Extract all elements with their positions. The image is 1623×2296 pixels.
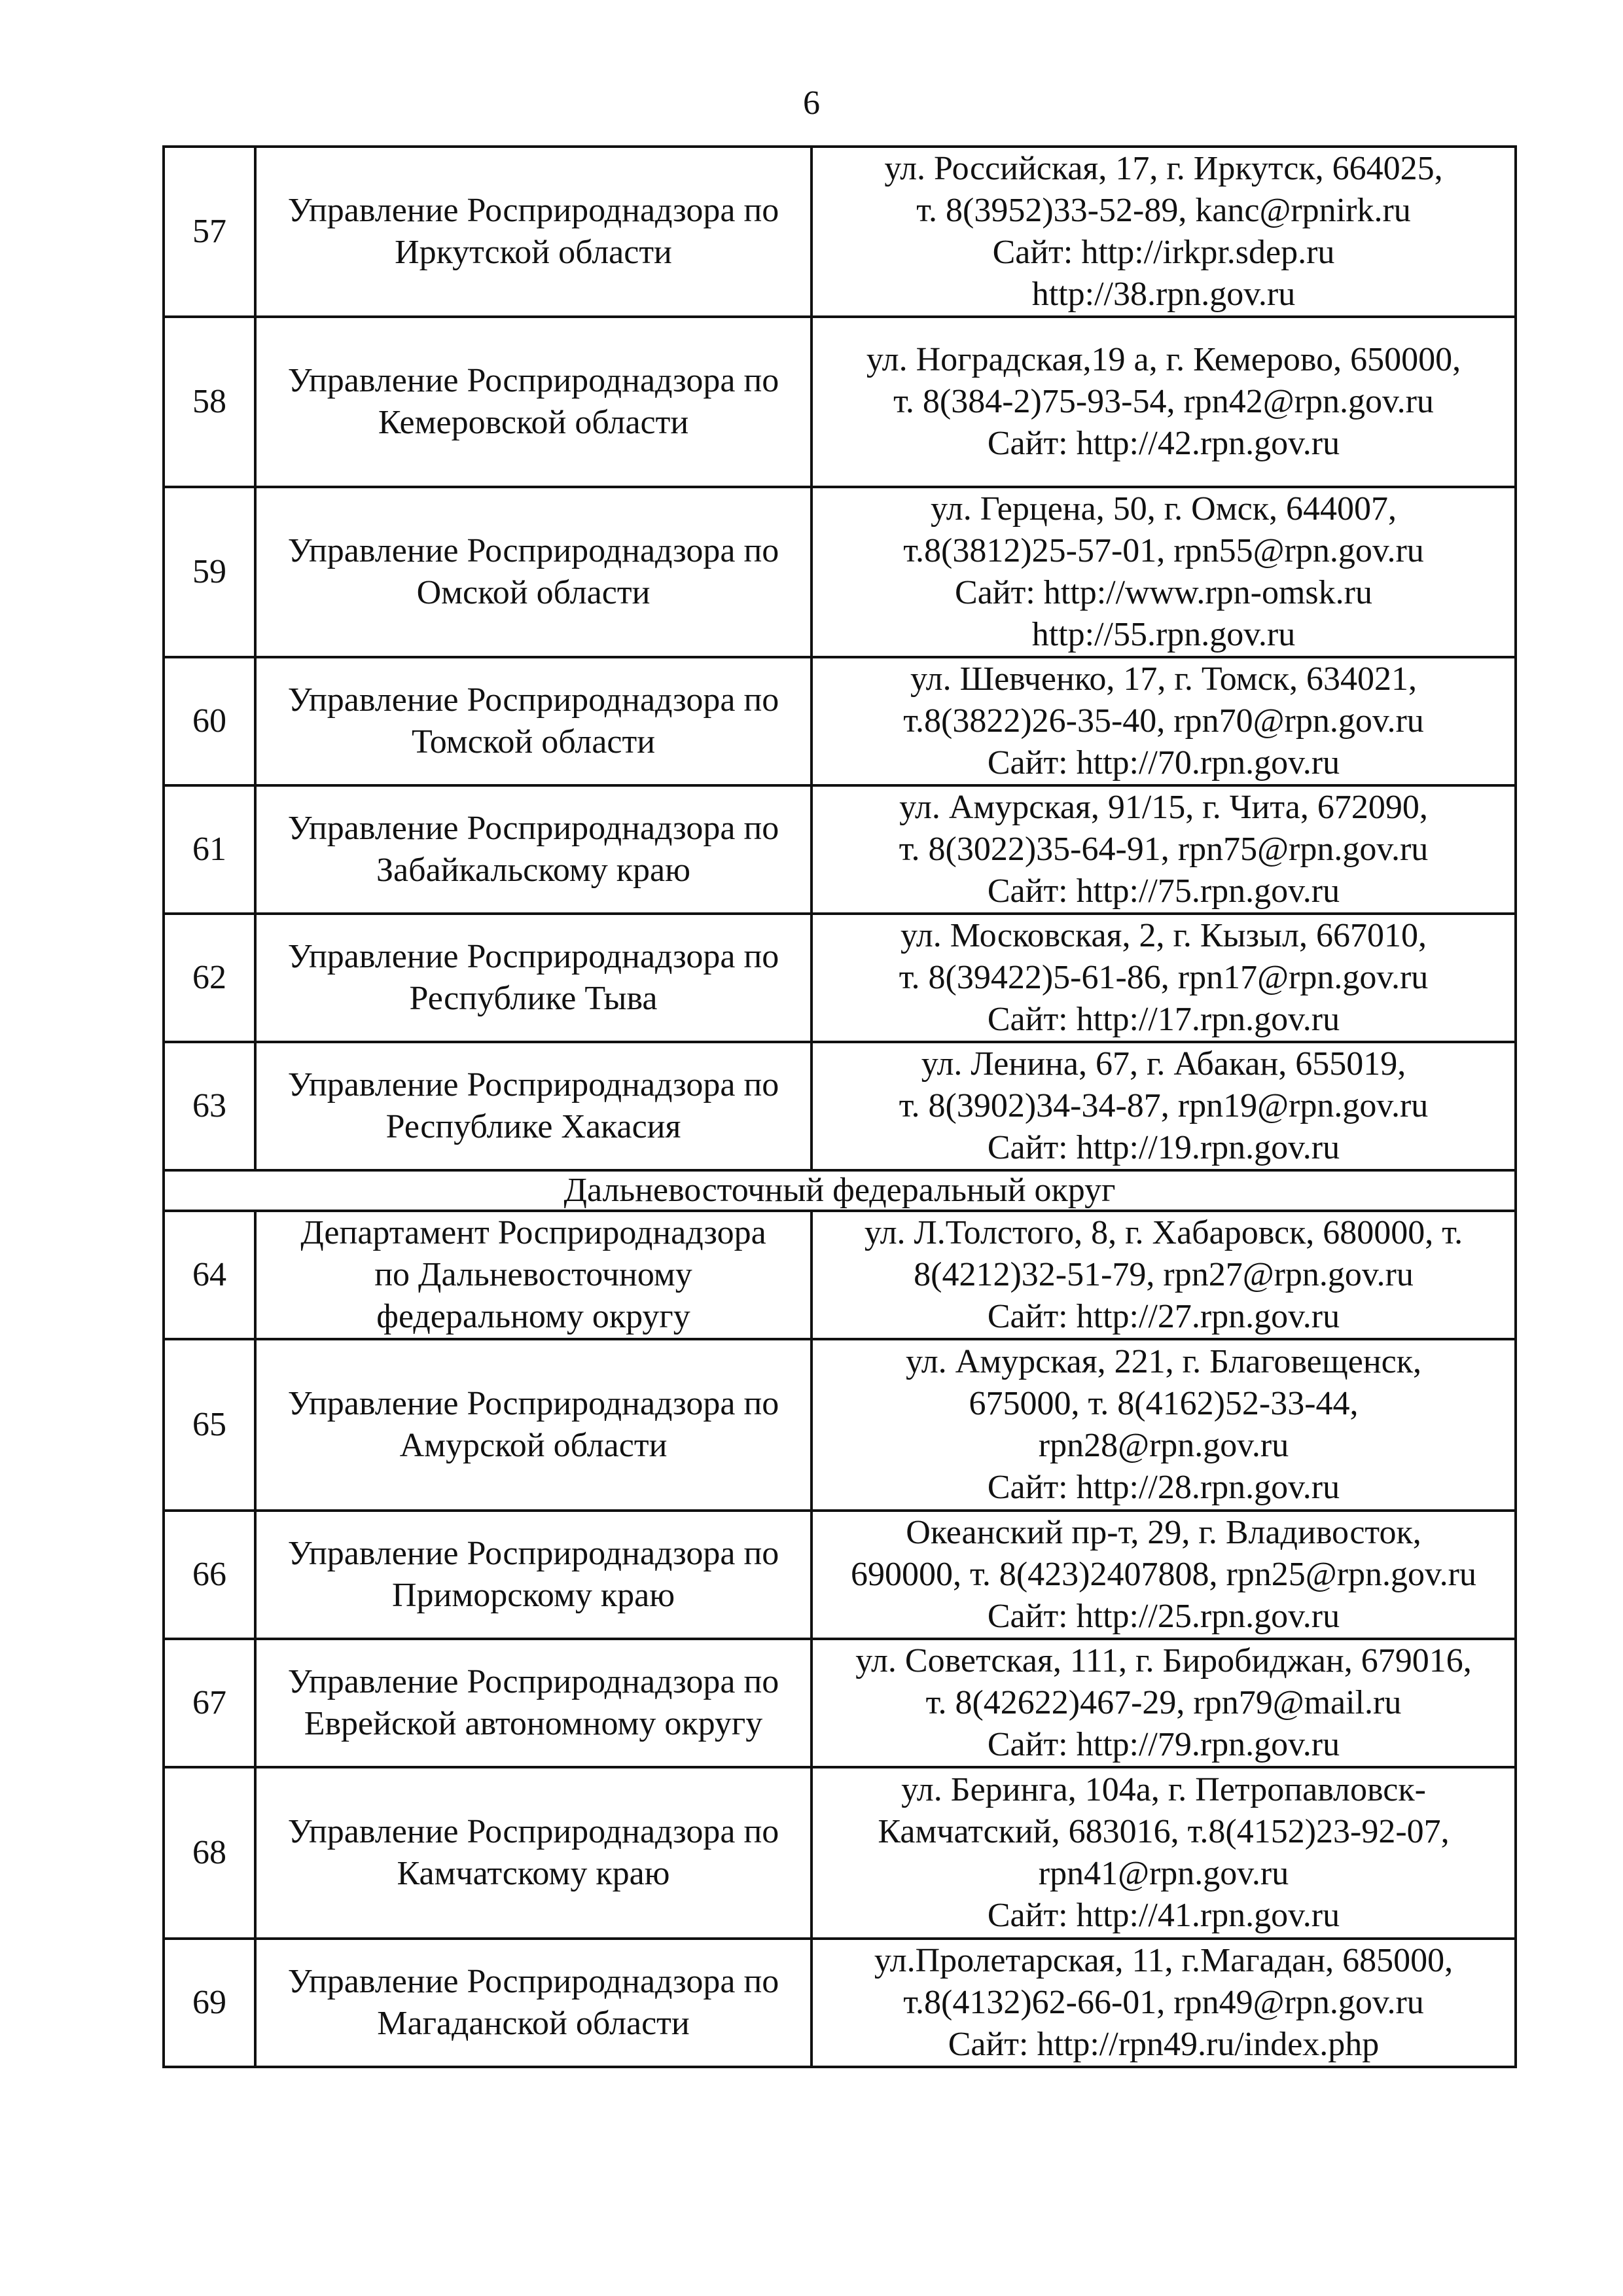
table-row (164, 1639, 1516, 1767)
contact-cell: ул. Ленина, 67, г. Абакан, 655019, т. 8(3902)34-34-87, rpn19@rpn.gov.ru Сайт: http://19.rpn.gov.ru (812, 1042, 1516, 1170)
organization-cell: Управление Росприроднадзора по Республике Тыва (255, 914, 812, 1042)
row-number: 60 (164, 657, 255, 785)
contact-cell: ул. Амурская, 91/15, г. Чита, 672090, т. 8(3022)35-64-91, rpn75@rpn.gov.ru Сайт: http://75.rpn.gov.ru (812, 785, 1516, 914)
organization-cell: Департамент Росприроднадзора по Дальневосточному федеральному округу (255, 1211, 812, 1339)
contact-cell: ул. Шевченко, 17, г. Томск, 634021, т.8(3822)26-35-40, rpn70@rpn.gov.ru Сайт: http://70.rpn.gov.ru (812, 657, 1516, 785)
row-number: 64 (164, 1211, 255, 1339)
organization-cell: Управление Росприроднадзора по Томской области (255, 657, 812, 785)
row-number: 67 (164, 1639, 255, 1767)
row-number: 69 (164, 1939, 255, 2067)
row-number: 65 (164, 1339, 255, 1511)
row-number: 68 (164, 1767, 255, 1939)
contact-cell: ул. Московская, 2, г. Кызыл, 667010, т. 8(39422)5-61-86, rpn17@rpn.gov.ru Сайт: http://17.rpn.gov.ru (812, 914, 1516, 1042)
contact-cell: ул. Л.Толстого, 8, г. Хабаровск, 680000, т. 8(4212)32-51-79, rpn27@rpn.gov.ru Сайт: http://27.rpn.gov.ru (812, 1211, 1516, 1339)
contact-cell: ул. Российская, 17, г. Иркутск, 664025, т. 8(3952)33-52-89, kanc@rpnirk.ru Сайт: http://irkpr.sdep.ru http://38.rpn.gov.ru (812, 147, 1516, 317)
contact-cell: ул. Советская, 111, г. Биробиджан, 679016, т. 8(42622)467-29, rpn79@mail.ru Сайт: http://79.rpn.gov.ru (812, 1639, 1516, 1767)
table-row (164, 1211, 1516, 1339)
organization-cell: Управление Росприроднадзора по Забайкальскому краю (255, 785, 812, 914)
row-number: 58 (164, 317, 255, 487)
table-row (164, 147, 1516, 317)
row-number: 59 (164, 487, 255, 657)
agency-contacts-table (162, 145, 1517, 2068)
table-row (164, 1939, 1516, 2067)
row-number: 66 (164, 1511, 255, 1639)
row-number: 63 (164, 1042, 255, 1170)
organization-cell: Управление Росприроднадзора по Республике Хакасия (255, 1042, 812, 1170)
contact-cell: ул. Герцена, 50, г. Омск, 644007, т.8(3812)25-57-01, rpn55@rpn.gov.ru Сайт: http://www.rpn-omsk.ru http://55.rpn.gov.ru (812, 487, 1516, 657)
organization-cell: Управление Росприроднадзора по Иркутской области (255, 147, 812, 317)
organization-cell: Управление Росприроднадзора по Камчатскому краю (255, 1767, 812, 1939)
table-row (164, 914, 1516, 1042)
row-number: 57 (164, 147, 255, 317)
federal-district-heading: Дальневосточный федеральный округ (164, 1170, 1516, 1211)
table-row (164, 1511, 1516, 1639)
table-row (164, 785, 1516, 914)
section-header-row (164, 1170, 1516, 1211)
page-number: 6 (803, 84, 820, 122)
contact-cell: ул. Амурская, 221, г. Благовещенск, 675000, т. 8(4162)52-33-44, rpn28@rpn.gov.ru Сайт: http://28.rpn.gov.ru (812, 1339, 1516, 1511)
row-number: 62 (164, 914, 255, 1042)
row-number: 61 (164, 785, 255, 914)
contact-cell: ул.Пролетарская, 11, г.Магадан, 685000, т.8(4132)62-66-01, rpn49@rpn.gov.ru Сайт: http://rpn49.ru/index.php (812, 1939, 1516, 2067)
table-row (164, 487, 1516, 657)
table-row (164, 1767, 1516, 1939)
table-row (164, 317, 1516, 487)
table-row (164, 657, 1516, 785)
organization-cell: Управление Росприроднадзора по Магаданской области (255, 1939, 812, 2067)
organization-cell: Управление Росприроднадзора по Омской области (255, 487, 812, 657)
contact-cell: ул. Ноградская,19 а, г. Кемерово, 650000, т. 8(384-2)75-93-54, rpn42@rpn.gov.ru Сайт: http://42.rpn.gov.ru (812, 317, 1516, 487)
table-row (164, 1339, 1516, 1511)
table-row (164, 1042, 1516, 1170)
organization-cell: Управление Росприроднадзора по Еврейской автономному округу (255, 1639, 812, 1767)
contact-cell: Океанский пр-т, 29, г. Владивосток, 690000, т. 8(423)2407808, rpn25@rpn.gov.ru Сайт: http://25.rpn.gov.ru (812, 1511, 1516, 1639)
organization-cell: Управление Росприроднадзора по Приморскому краю (255, 1511, 812, 1639)
contact-cell: ул. Беринга, 104а, г. Петропавловск- Камчатский, 683016, т.8(4152)23-92-07, rpn41@rpn.gov.ru Сайт: http://41.rpn.gov.ru (812, 1767, 1516, 1939)
table-body (164, 147, 1516, 2067)
organization-cell: Управление Росприроднадзора по Амурской области (255, 1339, 812, 1511)
organization-cell: Управление Росприроднадзора по Кемеровской области (255, 317, 812, 487)
